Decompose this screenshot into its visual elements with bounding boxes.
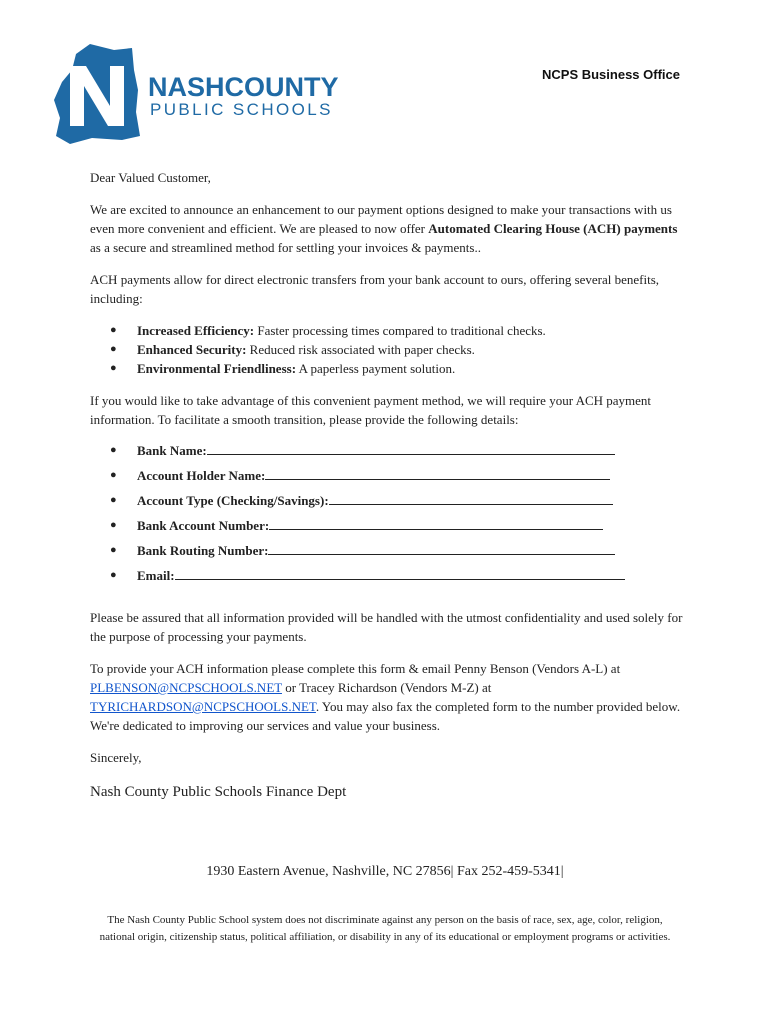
letter-body (90, 168, 690, 802)
benefits-intro: ACH payments allow for direct electronic transfers from your bank account to ours, offering several benefits, including: (90, 272, 660, 306)
intro-paragraph: We are excited to announce an enhancement to our payment options designed to make your transactions with us even more convenient and efficient. We are pleased to now offer Automated Clearing House (ACH) payments as a secure and streamlined method for settling your invoices & payments.. (90, 202, 678, 255)
list-item: ● Environmental Friendliness: A paperless payment solution. (90, 359, 690, 378)
logo-line1: NASHCOUNTY (148, 72, 339, 102)
list-item: ● Enhanced Security: Reduced risk associated with paper checks. (90, 340, 690, 359)
office-title: NCPS Business Office (542, 67, 680, 82)
details-intro: If you would like to take advantage of this convenient payment method, we will require your ACH payment information. To facilitate a smooth transition, please provide the following details: (90, 393, 652, 427)
field-routing-number[interactable]: ● Bank Routing Number: (90, 541, 690, 566)
logo-line2: PUBLIC SCHOOLS (150, 100, 333, 119)
details-form (90, 441, 690, 591)
greeting: Dear Valued Customer, (90, 170, 211, 185)
nash-county-logo (52, 40, 352, 150)
field-email[interactable]: ● Email: (90, 566, 690, 591)
confidentiality-paragraph: Please be assured that all information provided will be handled with the utmost confidentiality and used solely for the purpose of processing your payments. (90, 610, 683, 644)
email-link-richardson[interactable]: TYRICHARDSON@NCPSCHOOLS.NET (90, 699, 316, 714)
signature: Nash County Public Schools Finance Dept (90, 784, 347, 800)
field-account-number[interactable]: ● Bank Account Number: (90, 516, 690, 541)
contact-paragraph: To provide your ACH information please complete this form & email Penny Benson (Vendors A-L) at PLBENSON@NCPSCHOOLS.NET or Tracey Richardson (Vendors M-Z) at TYRICHARDSON@NCPSCHOOLS.NET. You may also fax the completed form to the number provided below. We're dedicated to improving our services and value your business. (90, 661, 681, 733)
closing: Sincerely, (90, 750, 142, 765)
field-bank-name[interactable]: ● Bank Name: (90, 441, 690, 466)
field-account-type[interactable]: ● Account Type (Checking/Savings): (90, 491, 690, 516)
benefits-list (90, 321, 690, 378)
footer-disclaimer: The Nash County Public School system does not discriminate against any person on the basis of race, sex, age, color, religion, national origin, citizenship status, political affiliation, or disability in any of its educational or employment programs or activities. (99, 914, 671, 943)
field-account-holder[interactable]: ● Account Holder Name: (90, 466, 690, 491)
email-link-benson[interactable]: PLBENSON@NCPSCHOOLS.NET (90, 680, 282, 695)
list-item: ● Increased Efficiency: Faster processing times compared to traditional checks. (90, 321, 690, 340)
footer-address: 1930 Eastern Avenue, Nashville, NC 27856| Fax 252-459-5341| (206, 864, 564, 879)
